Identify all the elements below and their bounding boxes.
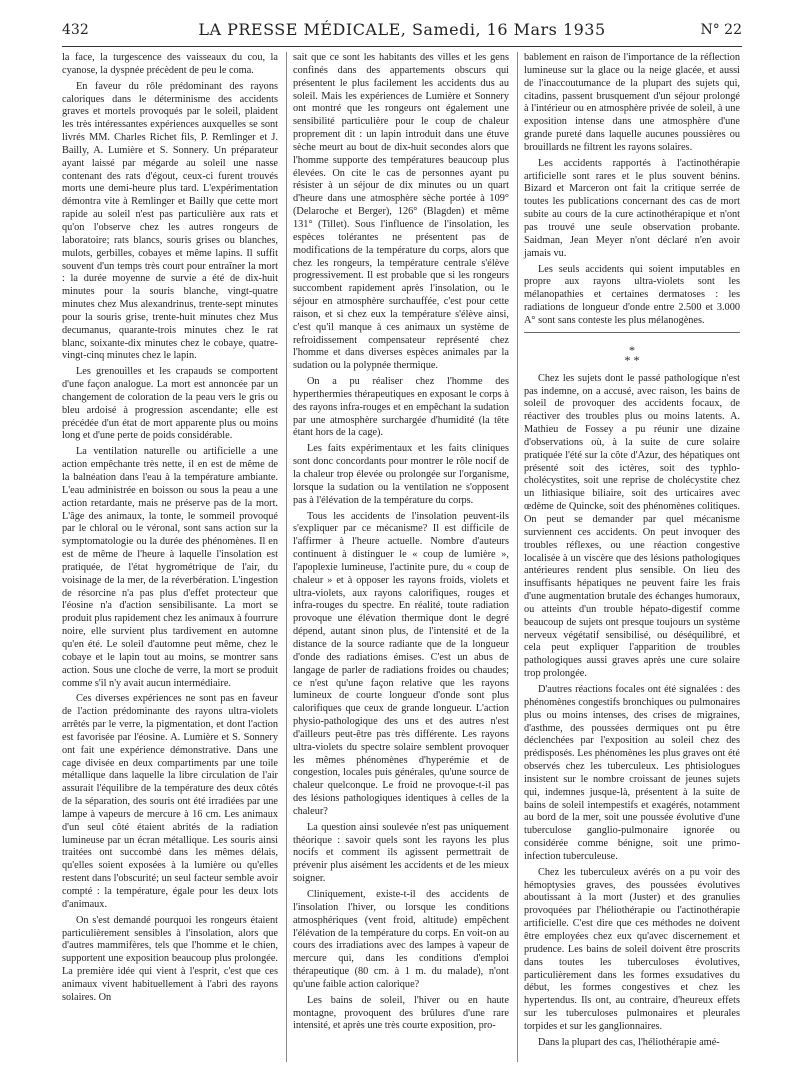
section-rule [524, 332, 740, 333]
page-number: 432 [62, 22, 89, 38]
stars-text: * * * [624, 342, 640, 367]
paragraph: Les faits expérimentaux et les faits cliniques sont donc concordants pour montrer le rôle nocif de la chaleur trop élevée ou prolongée sur l'organisme, lorsque la sudation ou la ventilation ne s'opposent pas à l'élévation de la température du corps. [293, 443, 509, 506]
paragraph: Les bains de soleil, l'hiver ou en haute montagne, provoquent des brûlures d'une rare intensité, et après une très courte exposition, pro- [293, 994, 509, 1032]
column-3 [524, 52, 740, 1053]
paragraph: Ces diverses expériences ne sont pas en faveur de l'action prédominante des rayons ultra-violets arrêtés par le verre, la pigmentation, et dont l'action est favorisée par l'éosine. A. Lumière et S. Sonnery ont fait une expérience démonstrative. Dans une cage divisée en deux compartiments par une toile métallique dans laquelle la libre circulation de l'air assurait l'équilibre de la température des deux côtés de la séparation, des souris ont été irradiées par une lampe à vapeurs de mercure à 16 cm. Les animaux d'un seul côté étaient abrités de la radiation lumineuse par un écran métallique. Les souris ainsi traitées ont succombé dans les mêmes délais, qu'elles soient exposées à la lumière ou qu'elles restent dans l'obscurité; un seul facteur semble avoir compté : la température, égale pour les deux lots d'animaux. [62, 693, 278, 910]
column-separator [286, 52, 287, 1062]
paragraph: Les accidents rapportés à l'actinothérapie artificielle sont rares et le plus souvent bénins. Bizard et Marceron ont fait la critique serrée de toutes les publications concernant des cas de mort subite au cours de la cure actinothérapique et n'ont pas trouvé une seule observation probante. Saidman, Jean Meyer n'ont déclaré n'en avoir jamais vu. [524, 157, 740, 259]
paragraph: Les grenouilles et les crapauds se comportent d'une façon analogue. La mort est annoncée par un changement de coloration de la peau vers le gris ou bleu ardoisé à progression ascendante; elle est précédée d'un état de mort apparente plus ou moins long et d'une perte de poids considérable. [62, 366, 278, 442]
paragraph: Tous les accidents de l'insolation peuvent-ils s'expliquer par ce mécanisme? Il est difficile de l'affirmer à l'heure actuelle. Nombre d'auteurs continuent à distinguer le « coup de lumière », l'apoplexie lumineuse, l'actinite pure, du « coup de chaleur » et à opposer les rayons froids, violets et ultra-violets, aux rayons calorifiques, rouges et infra-rouges du spectre. En réalité, toute radiation provoque une élévation thermique dont le degré dépend, autant sinon plus, de l'intensité et de la distance de la source radiante que de la longueur d'onde des radiations émises. C'est un abus de langage de parler de radiations froides ou chaudes; ce n'est qu'une façon relative que les rayons lumineux de courte longueur d'onde sont plus calorifiques que ceux de grande longueur. L'action physio-pathologique des uns et des autres n'est d'ailleurs peut-être pas très différente. Les rayons ultra-violets du spectre solaire semblent provoquer les mêmes phénomènes d'hyperémie et de congestion, locales puis générales, qu'une source de chaleur quelconque. Le froid ne provoque-t-il pas des lésions pathologiques identiques à celles de la chaleur? [293, 510, 509, 817]
paragraph: sait que ce sont les habitants des villes et les gens confinés dans des appartements obscurs qui présentent le plus facilement les accidents dus au soleil. Mais les expériences de Lumière et Sonnery ont montré que les rongeurs ont également une sensibilité particulière pour le coup de chaleur proprement dit : un lapin introduit dans une étuve sèche meurt au bout de dix-huit secondes alors que l'homme supporte des températures beaucoup plus élevées. On cite le cas de personnes ayant pu résister à un séjour de dix minutes ou un quart d'heure dans une atmosphère sèche portée à 109° (Delaroche et Berger), 126° (Blagden) et même 131° (Tillet). Sous l'influence de l'insolation, les espèces tolérantes ne présentent pas de modifications de la température du corps, alors que chez les rongeurs, la température centrale s'élève progressivement. Il est probable que si les rongeurs succombent rapidement après l'insolation, ou le séjour en atmosphère surchauffée, c'est pour cette raison, et si chez eux la température s'élève ainsi, c'est qu'il manque à ces animaux un système de refroidissement compensateur représenté chez l'homme et dans diverses espèces animales par la sudation ou la polypnée thermique. [293, 52, 509, 372]
issue-number: N° 22 [700, 22, 742, 38]
paragraph: Les seuls accidents qui soient imputables en propre aux rayons ultra-violets sont les mélanopathies et certaines dermatoses : les radiations de longueur d'onde entre 2.500 et 3.000 A° sont sans conteste les plus mélanogènes. [524, 263, 740, 326]
paragraph: La question ainsi soulevée n'est pas uniquement théorique : savoir quels sont les rayons les plus nocifs et comment ils agissent permettrait de prévenir plus aisément les accidents et de les mieux soigner. [293, 821, 509, 885]
paragraph: La ventilation naturelle ou artificielle a une action empêchante très nette, il en est de même de la balnéation dans l'eau à la température ambiante. L'eau administrée en boisson ou sous la peau a une action retardante, mais ne préserve pas de la mort. L'âge des animaux, la tonte, le sommeil provoqué par le chloral ou le véronal, sont sans action sur la symptomatologie ou la durée des phénomènes. Il en est de même de l'heure à laquelle l'insolation est pratiquée, de l'état hygrométrique de l'air, du voisinage de la mer, de la réverbération. L'ingestion de résorcine n'a pas plus d'effet protecteur que l'éosine n'a d'action sensibilisante. La mort se produit plus rapidement chez les animaux à fourrure noire, elle survient plus tardivement en automne qu'en été. Le soleil d'automne peut même, chez le cobaye et le lapin tout au moins, se montrer sans action. Sous une cloche de verre, la mort se produit comme s'il n'y avait aucun intermédiaire. [62, 446, 278, 689]
column-2 [293, 52, 509, 1036]
section-stars [524, 342, 740, 367]
paragraph: Dans la plupart des cas, l'héliothérapie amé- [538, 1036, 720, 1048]
page-header [62, 20, 742, 42]
paragraph: On s'est demandé pourquoi les rongeurs étaient particulièrement sensibles à l'insolation, alors que d'autres mammifères, tels que l'homme et le chien, supportent une exposition beaucoup plus prolongée. La première idée qui vient à l'esprit, c'est que ces animaux vivent habituellement à l'abri des rayons solaires. On [62, 914, 278, 1003]
paragraph: bablement en raison de l'importance de la réflection lumineuse sur la glace ou la neige glacée, et aussi de l'inaccoutumance de la plupart des sujets qui, citadins, passent brusquement d'un séjour prolongé à l'intérieur ou en atmosphère privée de soleil, à une exposition intense dans une atmosphère d'une grande pureté dans laquelle aucunes poussières ou brouillards ne filtrent les rayons solaires. [524, 52, 740, 153]
header-rule [62, 46, 742, 47]
paragraph: On a pu réaliser chez l'homme des hyperthermies thérapeutiques en exposant le corps à des rayons infra-rouges et en empêchant la sudation par une atmosphère surchargée d'humidité (la tête étant hors de la cage). [293, 376, 509, 439]
column-separator [517, 52, 518, 1062]
paragraph: D'autres réactions focales ont été signalées : des phénomènes congestifs bronchiques ou pulmonaires plus ou moins intenses, des crises de migraines, d'asthme, des poussées dermiques ont pu être déclenchées par l'exposition au soleil chez des prédisposés. Les phénomènes les plus graves ont été observés chez les tuberculeux. Les phtisiologues insistent sur le nombre croissant de jeunes sujets qui, indemnes jusque-là, présentent à la suite de bains de soleil intempestifs et exagérés, notamment au bord de la mer, soit une poussée évolutive d'une tuberculose ganglio-pulmonaire ignorée ou considérée comme bénigne, soit une primo-infection tuberculeuse. [524, 683, 740, 862]
paragraph: Cliniquement, existe-t-il des accidents de l'insolation l'hiver, ou lorsque les conditions atmosphériques (vent froid, altitude) empêchent l'élévation de la température du corps. En voit-on au cours des irradiations avec des lampes à vapeur de mercure qui, dans les conditions d'emploi thérapeutique (80 cm. à 1 m. du malade), n'ont qu'une faible action calorique? [293, 889, 509, 990]
paragraph: la face, la turgescence des vaisseaux du cou, la cyanose, la dyspnée précèdent de peu le coma. [62, 52, 278, 76]
paragraph: En faveur du rôle prédominant des rayons caloriques dans le déterminisme des accidents graves et mortels provoqués par le soleil, plaident les très intéressantes expériences auxquelles se sont livrés MM. Charles Richet fils, P. Remlinger et J. Bailly, A. Lumière et S. Sonnery. Un préparateur ayant laissé par mégarde au soleil une nasse contenant des rats d'égout, ceux-ci furent trouvés morts une demi-heure plus tard. L'expérimentation démontra vite à Remlinger et Bailly que cette mort rapide au soleil n'est pas particulière aux rats et qu'on l'observe chez les autres rongeurs de laboratoire; rats blancs, souris grises ou blanches, mulots, gerbilles, cobayes et même lapins. Il suffit souvent d'un temps très court pour entraîner la mort : la durée moyenne de survie a été de dix-huit minutes pour la souris blanche, vingt-quatre minutes chez Mus alexandrinus, trente-sept minutes pour la souris grise, trente-huit minutes chez Mus decumanus, quarante-trois minutes chez le rat blanc, soixante-dix minutes chez le cobaye, quatre-vingt-cinq minutes chez le lapin. [62, 80, 278, 362]
journal-title: LA PRESSE MÉDICALE, Samedi, 16 Mars 1935 [198, 20, 606, 39]
paragraph: Chez les sujets dont le passé pathologique n'est pas indemne, on a accusé, avec raison, les bains de soleil de provoquer des accidents focaux, de réactiver des troubles plus ou moins latents. A. Mathieu de Fossey a pu réunir une dizaine d'observations où, à la suite de cure solaire pratiquée l'été sur la côte d'Azur, des hépatiques ont présenté soit des ictères, soit des typhlo-cholécystites, soit une reprise de cholécystite chez un lithiasique biliaire, soit des urticaires avec œdème de Quincke, soit des phénomènes colitiques. On peut se demander par quel mécanisme surviennent ces accidents. On peut invoquer des troubles réflexes, ou une réaction congestive localisée à un viscère que des lésions pathologiques antérieures rendent plus sensible. On lieu des insuffisants hépatiques ne peuvent faire les frais d'une augmentation brutale des échanges humoraux, ou atteints d'un trouble hépato-digestif comme beaucoup de sujets ont presque toujours un système nerveux végétatif sensibilisé, ou déséquilibré, et cela peut expliquer l'apparition de troubles pathologiques aussi graves après une cure solaire trop prolongée. [524, 372, 740, 680]
column-1 [62, 52, 278, 1008]
paragraph: Chez les tuberculeux avérés on a pu voir des hémoptysies graves, des poussées évolutives aboutissant à la mort (Juster) et des granulies provoquées par l'héliothérapie ou l'actinothérapie artificielle. C'est dire que ces méthodes ne doivent être employées chez eux qu'avec discernement et prudence. Les bains de soleil doivent être proscrits dans toutes les tuberculoses évolutives, particulièrement dans les formes exsudatives du début, les formes congestives et chez les hypertendus. Ils ont, au contraire, d'heureux effets sur les tuberculoses pulmonaires et pleurales torpides et sur les ganglionnaires. [524, 866, 740, 1032]
